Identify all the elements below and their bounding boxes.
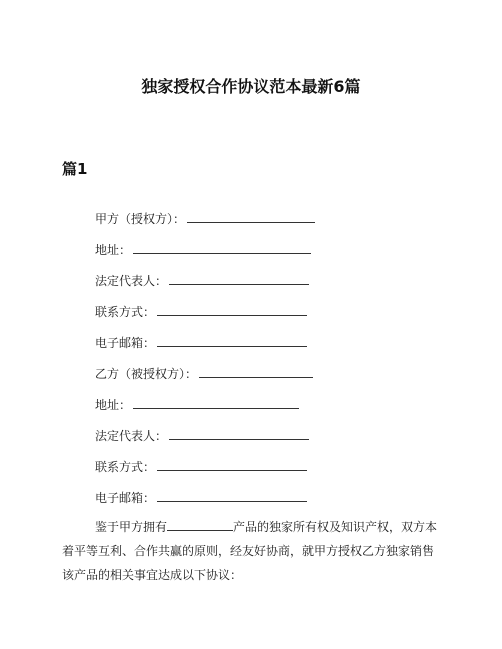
field-label: 电子邮箱： — [95, 336, 156, 350]
party-b-contact-field — [95, 458, 307, 475]
party-b-address-field — [95, 396, 299, 413]
field-label: 联系方式： — [95, 305, 156, 319]
field-label: 甲方（授权方）： — [95, 212, 186, 226]
field-label: 法定代表人： — [95, 429, 168, 443]
party-a-representative-field — [95, 272, 309, 289]
field-label: 乙方（被授权方）： — [95, 367, 198, 381]
fill-in-blank — [169, 427, 309, 440]
party-a-contact-field — [95, 303, 307, 320]
fill-in-blank — [157, 334, 307, 347]
party-b-email-field — [95, 489, 307, 506]
party-b-name-field — [95, 365, 313, 382]
fill-in-blank — [187, 210, 315, 223]
party-a-name-field — [95, 210, 315, 227]
party-b-representative-field — [95, 427, 309, 444]
document-title: 独家授权合作协议范本最新6篇 — [141, 77, 361, 96]
field-label: 法定代表人： — [95, 274, 168, 288]
product-name-blank — [167, 518, 233, 531]
fill-in-blank — [169, 272, 309, 285]
field-label: 联系方式： — [95, 460, 156, 474]
paragraph-text-after: 产品的独家所有权及知识产权，双方本着平等互利、合作共赢的原则，经友好协商，就甲方授权乙方独家销售该产品的相关事宜达成以下协议： — [62, 520, 438, 582]
fill-in-blank — [199, 365, 313, 378]
field-label: 地址： — [95, 398, 132, 412]
fill-in-blank — [157, 303, 307, 316]
fill-in-blank — [157, 458, 307, 471]
fill-in-blank — [157, 489, 307, 502]
paragraph-text-before: 鉴于甲方拥有 — [95, 520, 168, 534]
field-label: 电子邮箱： — [95, 491, 156, 505]
preamble-paragraph — [62, 515, 442, 587]
fill-in-blank — [133, 396, 299, 409]
party-a-email-field — [95, 334, 307, 351]
section-heading: 篇1 — [62, 160, 88, 178]
party-a-address-field — [95, 241, 311, 258]
field-label: 地址： — [95, 243, 132, 257]
fill-in-blank — [133, 241, 311, 254]
